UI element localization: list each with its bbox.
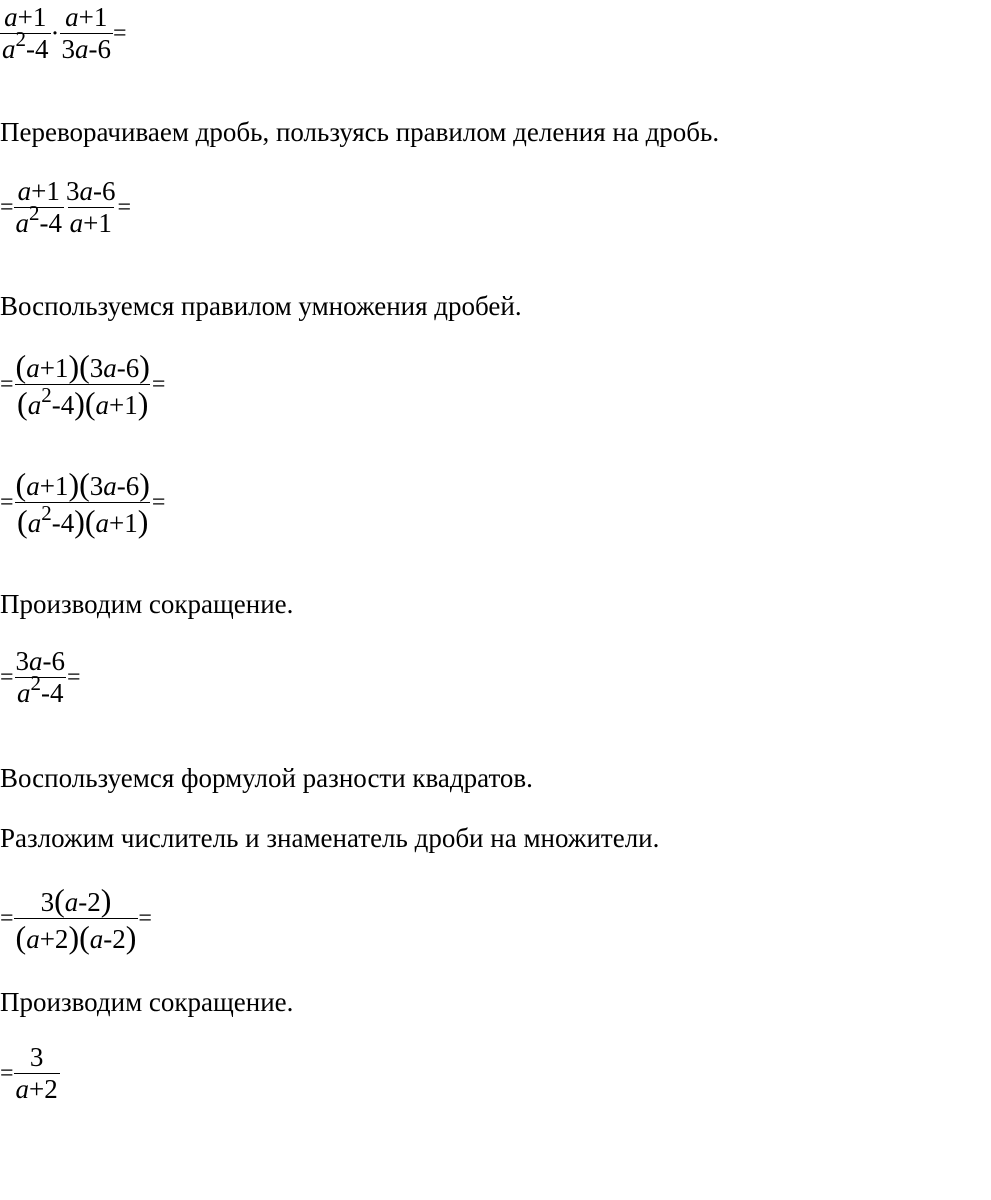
formula-original-expression: [0, 4, 127, 63]
fraction-numerator: 3a-6: [15, 646, 66, 676]
fraction-denominator: $(a^2-4)(a+1)$: [17, 383, 149, 421]
fraction-numerator: 3a-6: [66, 176, 116, 206]
division-operator: ·: [50, 18, 60, 48]
formula-final-answer: [0, 1044, 60, 1103]
fraction-numerator: (a+1)(3a-6): [15, 466, 150, 502]
fraction-denominator: $(a^2-4)(a+1)$: [17, 501, 149, 539]
fraction-numerator: a+1: [4, 2, 47, 32]
fraction: [14, 884, 139, 953]
equals-sign: =: [113, 20, 127, 47]
equals-sign: =: [67, 664, 81, 691]
fraction-1: [0, 4, 51, 63]
explanation-text: Производим сокращение.: [0, 987, 294, 1017]
fraction-denominator: (a+2)(a-2): [15, 919, 137, 955]
fraction-denominator: 3a-6: [61, 34, 111, 64]
explanation-text: Воспользуемся формулой разности квадратов.: [0, 763, 533, 793]
formula-reciprocal: [0, 178, 131, 237]
equals-sign: =: [0, 664, 14, 691]
fraction: [14, 468, 152, 537]
fraction-2: [60, 4, 114, 63]
explanation-text: Производим сокращение.: [0, 589, 294, 619]
equals-sign: =: [0, 194, 14, 221]
fraction-1: [14, 178, 65, 237]
equals-sign: =: [0, 905, 14, 932]
fraction: [14, 1044, 60, 1103]
equals-sign: =: [0, 1060, 14, 1087]
fraction-denominator: a+2: [15, 1074, 58, 1104]
fraction-numerator: (a+1)(3a-6): [15, 348, 150, 384]
fraction-numerator: 3(a-2): [40, 882, 112, 918]
explanation-text: Разложим числитель и знаменатель дроби на множители.: [0, 823, 660, 853]
equals-sign: =: [151, 489, 166, 516]
formula-reduced: [0, 648, 81, 707]
equals-sign: =: [0, 371, 14, 398]
fraction-2: [64, 178, 118, 237]
fraction: [14, 350, 152, 419]
fraction-denominator: $a^2-4$: [17, 671, 64, 708]
fraction-denominator: a+1: [69, 208, 112, 238]
fraction-numerator: a+1: [65, 2, 108, 32]
fraction-denominator: $a^2-4$: [15, 201, 63, 238]
formula-product-repeat: [0, 468, 165, 537]
equals-sign: =: [0, 489, 14, 516]
equals-sign: =: [138, 905, 152, 932]
equals-sign: =: [117, 194, 132, 221]
fraction-numerator: a+1: [17, 176, 60, 206]
explanation-text: Переворачиваем дробь, пользуясь правилом деления на дробь.: [0, 117, 720, 147]
equals-sign: =: [151, 371, 166, 398]
explanation-text: Воспользуемся правилом умножения дробей.: [0, 291, 522, 321]
formula-product: [0, 350, 165, 419]
fraction-denominator: $a^2-4$: [2, 27, 49, 64]
fraction: [14, 648, 68, 707]
fraction-numerator: 3: [29, 1042, 44, 1072]
formula-factored: [0, 884, 152, 953]
